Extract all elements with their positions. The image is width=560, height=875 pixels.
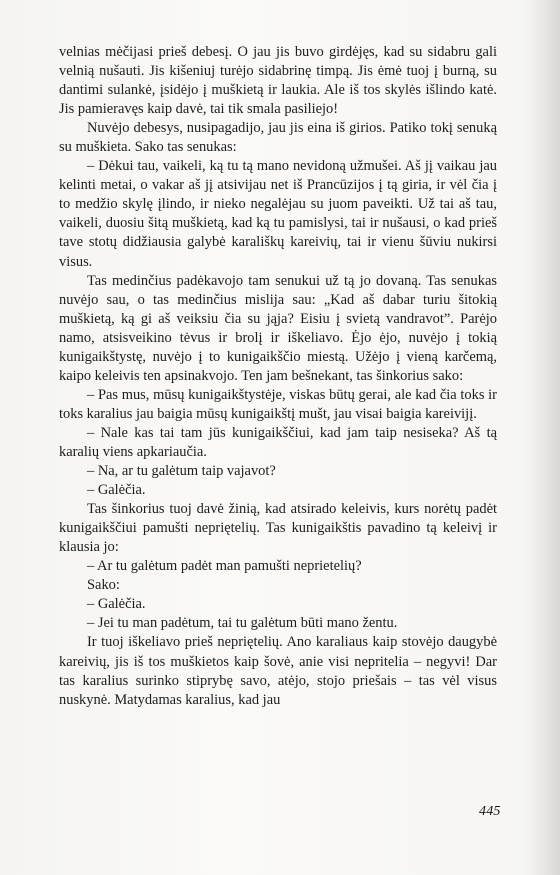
paragraph: – Dėkui tau, vaikeli, ką tu tą mano nevidoną užmušei. Aš jį vaikau jau kelinti metai, o vakar aš jį atsivijau net iš Prancūzijos į tą giria, ir vėl čia į to medžio skylę įlindo, ir nieko negalėjau su juom paveikti. Už tai aš tau, vaikeli, duosiu šitą muškietą, kad ką tu pamislysi, tai ir nušausi, o kad prieš tave stotų didžiausia galybė karališkų kareivių, tai ir vienu šūviu nukirsi visus. — [59, 158, 497, 270]
paragraph: Ir tuoj iškeliavo prieš nepriętelių. Ano karaliaus kaip stovėjo daugybė kareivių, jis iš tos muškietos kaip šovė, anie visi nepritelia ‒ negyvi! Dar tas karalius surinko stiprybę savo, atėjo, stojo priešais ‒ tas vėl visus nuskynė. Matydamas karalius, kad jau — [59, 634, 497, 708]
paragraph: Nuvėjo debesys, nusipagadijo, jau jis eina iš girios. Patiko tokį senuką su muškieta. Sako tas senukas: — [59, 120, 497, 156]
paragraph: – Ar tu galėtum padėt man pamušti neprietelių? — [87, 558, 362, 575]
paragraph: Tas medinčius padėkavojo tam senukui už tą jo dovaną. Tas senukas nuvėjo sau, o tas medinčius mislija sau: „Kad aš dabar turiu šitokią muškietą, ką gi aš veiksiu čia su jąja? Eisiu į svietą vandravot”. Parėjo namo, atsisveikino tėvus ir brolį ir iškeliavo. Ėjo ėjo, nuvėjo į tokią kunigaikštystę, nuvėjo į to kunigaikščio miestą. Užėjo į vieną karčemą, kaipo keleivis ten apsinakvojo. Ten jam bešnekant, tas šinkorius sako: — [59, 272, 497, 384]
page-edge-shadow — [526, 0, 560, 875]
paragraph: – Nale kas tai tam jūs kunigaikščiui, kad jam taip nesiseka? Aš tą karalių viens apkariaučia. — [59, 424, 497, 460]
paragraph: – Pas mus, mūsų kunigaikštystėje, viskas būtų gerai, ale kad čia toks ir toks karalius jau baigia mūsų kunigaikštį mušt, jau visai baigia kareivijį. — [59, 386, 497, 422]
page-number: 445 — [479, 804, 501, 819]
paragraph: velnias mėčijasi prieš debesį. O jau jis buvo girdėjęs, kad su sidabru gali velnią nušauti. Jis kišeniuj turėjo sidabrinę timpą. Jis ėmė tuoj į burną, su dantimi sulankė, įsidėjo į muškietą ir laukia. Ale iš tos skylės išlindo katė. Jis pamieravęs kaip davė, tai tik smala pasiliejo! — [59, 44, 497, 118]
page-text — [59, 43, 497, 710]
paragraph: – Galėčia. — [87, 596, 146, 613]
paragraph: – Na, ar tu galėtum taip vajavot? — [87, 463, 276, 480]
paragraph: – Jei tu man padėtum, tai tu galėtum būti mano žentu. — [87, 615, 398, 632]
paragraph: – Galėčia. — [87, 482, 146, 499]
paragraph: Tas šinkorius tuoj davė žinią, kad atsirado keleivis, kurs norėtų padėt kunigaikščiui pamušti nepriętelių. Tas kunigaikštis pavadino tą keleivį ir klausia jo: — [59, 501, 497, 556]
paragraph: Sako: — [87, 577, 120, 594]
